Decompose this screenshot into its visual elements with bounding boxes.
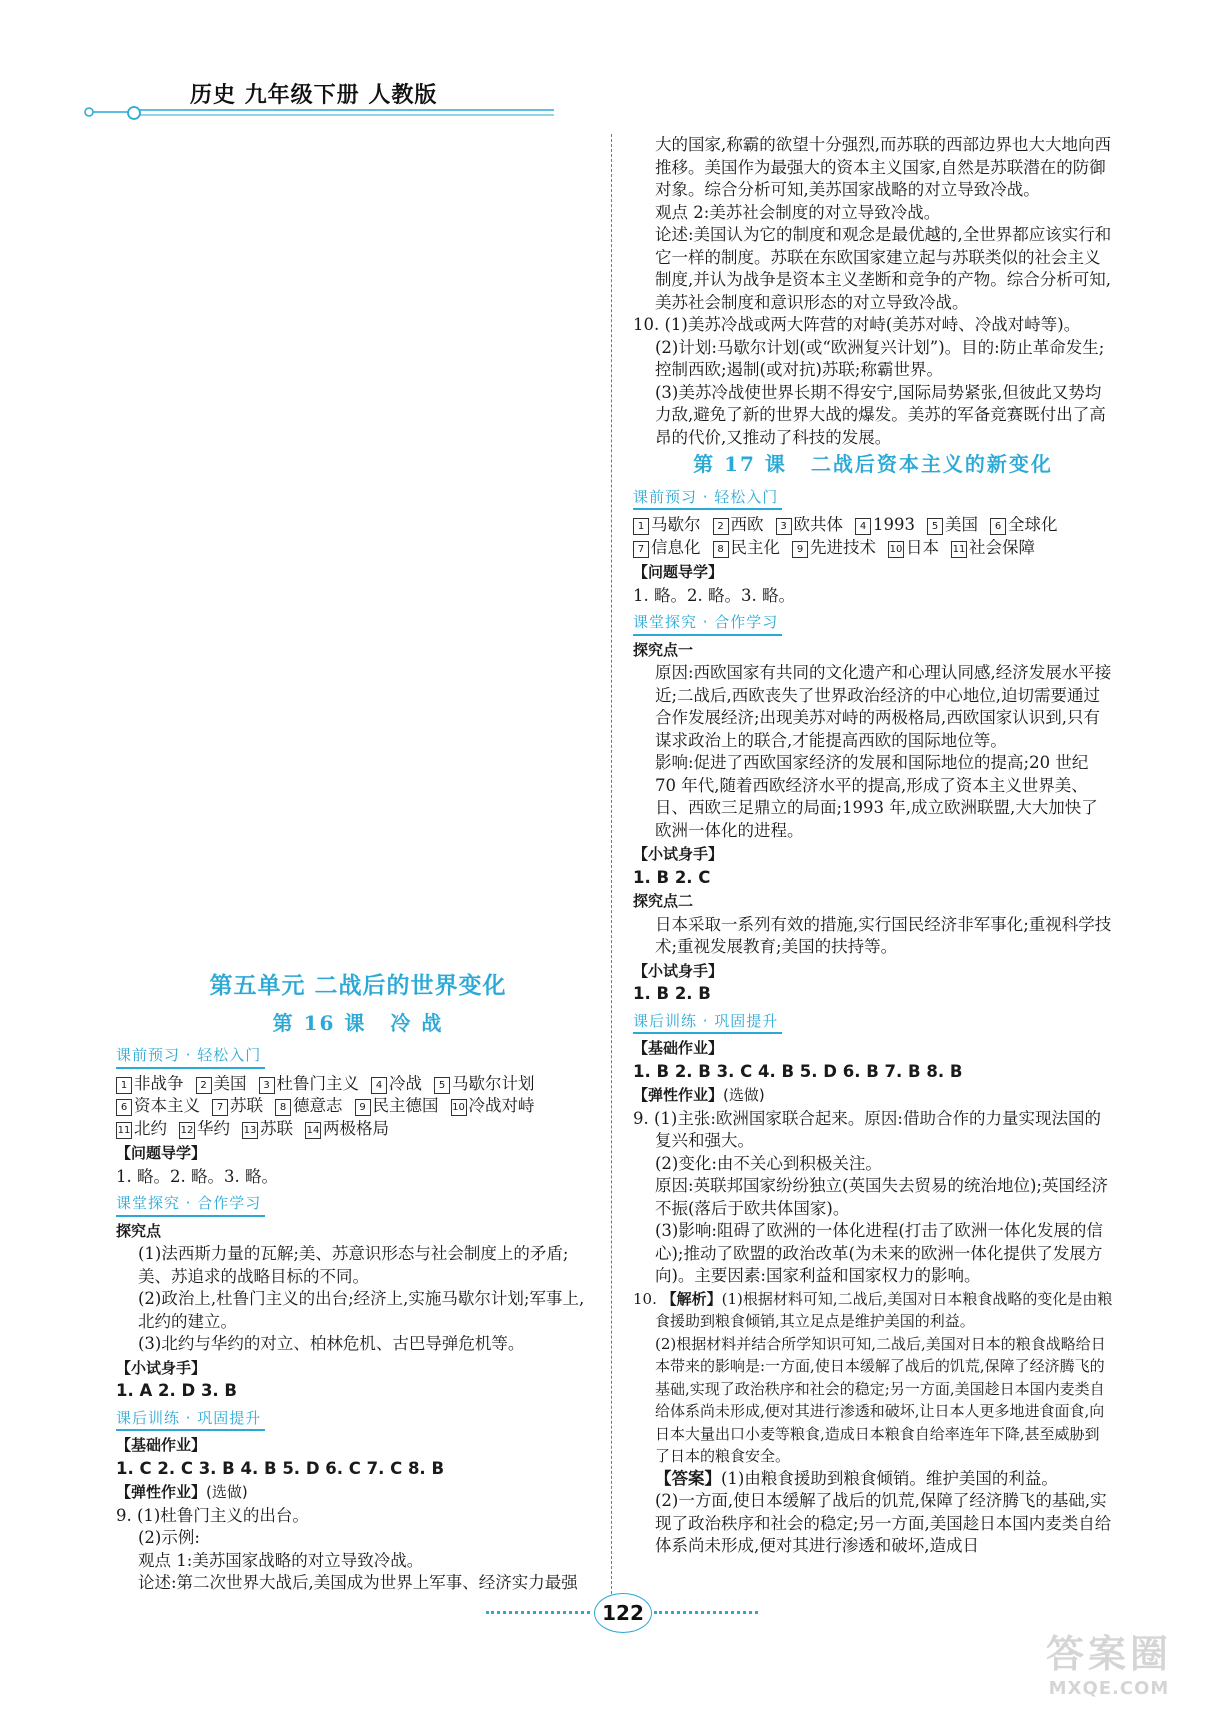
heading-tanxing	[116, 1481, 600, 1504]
term-number: 3	[259, 1077, 275, 1094]
term-text: 日本	[906, 537, 939, 557]
xiaoshi2-answer-text: 1. B 2. B	[633, 984, 711, 1003]
xiaoshi-answers	[116, 1380, 600, 1403]
term-text: 民主德国	[372, 1096, 439, 1115]
watermark-top: 答案圈	[1045, 1632, 1172, 1676]
page-number-dots-right	[654, 1611, 758, 1614]
term-text: 信息化	[651, 537, 701, 557]
term-number: 4	[371, 1077, 387, 1094]
jichu-answer-text: 1. B 2. B 3. C 4. B 5. D 6. B 7. B 8. B	[633, 1061, 963, 1081]
term-item	[371, 1073, 422, 1096]
term-text: 全球化	[1008, 515, 1058, 534]
unit-title: 第五单元 二战后的世界变化	[209, 973, 507, 999]
term-item	[434, 1073, 535, 1096]
lesson-17-title	[633, 453, 1113, 476]
section-preview: 课前预习 · 轻松入门	[633, 486, 782, 511]
tanjiu-answer-2: (2)政治上,杜鲁门主义的出台;经济上,实施马歇尔计划;军事上,北约的建立。	[138, 1289, 585, 1331]
heading-wenti: 【问题导学】	[116, 1144, 207, 1162]
term-item	[451, 1095, 535, 1118]
q9-part1: 9. (1)主张:欧洲国家联合起来。原因:借助合作的力量实现法国的复兴和强大。	[633, 1108, 1101, 1150]
term-item	[116, 1118, 167, 1141]
q9-reason: 原因:英联邦国家纷纷独立(英国失去贸易的统治地位);英国经济不振(落后于欧共体国家)。	[655, 1176, 1108, 1218]
tanjiu1-impact: 影响:促进了西欧国家经济的发展和国际地位的提高;20 世纪 70 年代,随着西欧经济水平的提高,形成了资本主义世界美、日、西欧三足鼎立的局面;1993 年,成立欧洲联盟,大大加快了欧洲一体化的进程。	[655, 753, 1098, 840]
wenti-answer: 1. 略。2. 略。3. 略。	[116, 1166, 278, 1186]
tanxing-tail: (选做)	[206, 1483, 248, 1501]
term-list	[633, 514, 1113, 559]
term-text: 马歇尔	[651, 515, 701, 534]
term-item	[355, 1095, 439, 1118]
term-text: 西欧	[730, 515, 764, 534]
section-after: 课后训练 · 巩固提升	[116, 1407, 265, 1432]
term-text: 苏联	[260, 1118, 293, 1138]
analysis-text-1: (1)根据材料可知,二战后,美国对日本粮食战略的变化是由粮食援助到粮食倾销,其立足点是维护美国的利益。	[655, 1289, 1113, 1330]
term-item	[305, 1118, 389, 1141]
heading-xiaoshi-1: 【小试身手】	[633, 845, 724, 863]
tanjiu2-answer: 日本采取一系列有效的措施,实行国民经济非军事化;重视科学技术;重视发展教育;美国的扶持等。	[655, 914, 1112, 956]
heading-tanxing	[633, 1084, 1113, 1107]
term-item	[888, 537, 939, 560]
term-number: 6	[116, 1099, 132, 1116]
term-text: 冷战对峙	[468, 1096, 535, 1115]
term-item	[179, 1118, 230, 1141]
watermark-logo	[1024, 1623, 1194, 1703]
term-number: 8	[713, 541, 729, 558]
term-item	[792, 537, 876, 560]
term-item	[242, 1118, 293, 1141]
section-preview: 课前预习 · 轻松入门	[116, 1044, 265, 1069]
q10-analysis-part2: (2)根据材料并结合所学知识可知,二战后,美国对日本的粮食战略给日本带来的影响是:一方面,使日本缓解了战后的饥荒,保障了经济腾飞的基础,实现了政治秩序和社会的稳定;另一方面,美国趁日本国内麦类自给体系尚未形成,便对其进行渗透和破坏,让日本人更多地进食面食,向日本大量出口小麦等粮食,造成日本粮食自给率连年下降,甚至威胁到了日本的粮食安全。	[655, 1334, 1106, 1465]
term-item	[927, 514, 978, 537]
page-number-dots-left	[486, 1611, 590, 1614]
q9-view1: 观点 1:美苏国家战略的对立导致冷战。	[138, 1550, 424, 1570]
right-column	[633, 134, 1113, 1558]
q10-analysis-part1: 10. 【解析】(1)根据材料可知,二战后,美国对日本粮食战略的变化是由粮食援助到粮食倾销,其立足点是维护美国的利益。	[633, 1289, 1113, 1330]
term-text: 资本主义	[134, 1096, 200, 1115]
jichu-answers	[633, 1061, 1113, 1084]
q9-part1: 9. (1)杜鲁门主义的出台。	[116, 1505, 309, 1525]
heading-jichu: 【基础作业】	[116, 1436, 207, 1454]
term-number: 11	[951, 541, 967, 558]
term-text: 社会保障	[969, 537, 1035, 557]
lesson-16-title	[116, 1012, 600, 1035]
tanxing-label: 【弹性作业】	[116, 1483, 207, 1501]
tanxing-label: 【弹性作业】	[633, 1086, 724, 1104]
term-item	[116, 1095, 200, 1118]
watermark-bottom: MXQE.COM	[1048, 1678, 1170, 1699]
term-item	[275, 1095, 343, 1118]
term-number: 9	[355, 1099, 371, 1116]
q10-answer-part2: (2)一方面,使日本缓解了战后的饥荒,保障了经济腾飞的基础,实现了政治秩序和社会的稳定;另一方面,美国趁日本国内麦类自给体系尚未形成,便对其进行渗透和破坏,造成日	[655, 1491, 1112, 1555]
heading-xiaoshi-2: 【小试身手】	[633, 961, 724, 980]
lesson-number: 第 16 课	[272, 1010, 367, 1035]
lesson-number: 第 17 课	[693, 452, 787, 476]
term-text: 非战争	[134, 1073, 184, 1093]
term-number: 14	[305, 1122, 321, 1139]
analysis-label: 【解析】	[661, 1289, 722, 1308]
answer-text-1: (1)由粮食援助到粮食倾销。维护美国的利益。	[721, 1468, 1058, 1488]
term-number: 4	[855, 518, 871, 535]
answer-label: 【答案】	[655, 1468, 721, 1488]
term-text: 美国	[945, 515, 978, 534]
term-item	[713, 537, 781, 560]
term-number: 2	[196, 1077, 212, 1094]
heading-jichu: 【基础作业】	[633, 1039, 724, 1057]
lesson-name: 二战后资本主义的新变化	[810, 452, 1053, 476]
xiaoshi1-answers	[633, 867, 1113, 890]
term-list	[116, 1073, 600, 1141]
jichu-answer-text: 1. C 2. C 3. B 4. B 5. D 6. C 7. C 8. B	[116, 1458, 445, 1478]
q9-part2: (2)变化:由不关心到积极关注。	[655, 1153, 882, 1173]
term-text: 苏联	[230, 1096, 263, 1115]
term-text: 1993	[873, 515, 915, 534]
term-number: 11	[116, 1122, 132, 1139]
q9-argument2: 论述:美国认为它的制度和观念是最优越的,全世界都应该实行和它一样的制度。苏联在东欧国家建立起与苏联类似的社会主义制度,并认为战争是资本主义垄断和竞争的产物。综合分析可知,美苏社会制度和意识形态的对立导致冷战。	[655, 225, 1112, 312]
term-item	[116, 1073, 184, 1096]
tanjiu-answer-3: (3)北约与华约的对立、柏林危机、古巴导弹危机等。	[138, 1334, 525, 1353]
q9-argument1-cont: 大的国家,称霸的欲望十分强烈,而苏联的西部边界也大大地向西推移。美国作为最强大的资本主义国家,自然是苏联潜在的防御对象。综合分析可知,美苏国家战略的对立导致冷战。	[655, 135, 1111, 199]
tanjiu1-reason: 原因:西欧国家有共同的文化遗产和心理认同感,经济发展水平接近;二战后,西欧丧失了世界政治经济的中心地位,迫切需要通过合作发展经济;出现美苏对峙的两极格局,西欧国家认识到,只有谋求政治上的联合,才能提高西欧的国际地位等。	[655, 663, 1112, 750]
term-item	[196, 1073, 247, 1096]
term-number: 1	[116, 1077, 132, 1094]
term-text: 北约	[134, 1118, 167, 1138]
column-divider	[611, 134, 612, 1594]
q10-answer-part1	[633, 1468, 1113, 1491]
heading-xiaoshi: 【小试身手】	[116, 1358, 207, 1377]
tanxing-tail: (选做)	[723, 1086, 765, 1104]
section-class: 课堂探究 · 合作学习	[116, 1192, 265, 1217]
q9-part3: (3)影响:阻碍了欧洲的一体化进程(打击了欧洲一体化发展的信心);推动了欧盟的政治改革(为未来的欧洲一体化提供了发展方向)。主要因素:国家利益和国家权力的影响。	[655, 1221, 1103, 1285]
heading-wenti: 【问题导学】	[633, 563, 724, 581]
term-number: 8	[275, 1099, 291, 1116]
term-text: 民主化	[730, 537, 780, 557]
term-text: 德意志	[293, 1096, 343, 1115]
term-number: 12	[179, 1122, 195, 1139]
term-item	[951, 537, 1035, 560]
term-text: 华约	[197, 1118, 230, 1138]
q9-part2: (2)示例:	[138, 1528, 200, 1547]
tanjiu-answer-1: (1)法西斯力量的瓦解;美、苏意识形态与社会制度上的矛盾;美、苏追求的战略目标的不同。	[138, 1244, 569, 1286]
term-text: 杜鲁门主义	[276, 1073, 359, 1093]
section-after: 课后训练 · 巩固提升	[633, 1010, 782, 1035]
xiaoshi2-answers	[633, 983, 1113, 1006]
term-item	[990, 514, 1058, 537]
running-header: 历史 九年级下册 人教版	[190, 83, 438, 108]
term-number: 7	[212, 1099, 228, 1116]
q10-part3: (3)美苏冷战使世界长期不得安宁,国际局势紧张,但彼此又势均力敌,避免了新的世界大战的爆发。美苏的军备竞赛既付出了高昂的代价,又推动了科技的发展。	[655, 382, 1106, 447]
term-item	[259, 1073, 360, 1096]
term-number: 5	[927, 518, 943, 535]
heading-tanjiu: 探究点	[116, 1221, 162, 1240]
term-text: 美国	[213, 1073, 247, 1093]
term-text: 冷战	[389, 1073, 422, 1093]
term-item	[633, 514, 701, 537]
term-number: 10	[888, 541, 904, 558]
lesson-name: 冷 战	[390, 1010, 444, 1035]
term-number: 7	[633, 541, 649, 558]
section-class: 课堂探究 · 合作学习	[633, 611, 782, 636]
wenti-answer: 1. 略。2. 略。3. 略。	[633, 585, 795, 605]
term-number: 3	[776, 518, 792, 535]
xiaoshi1-answer-text: 1. B 2. C	[633, 867, 711, 887]
header-decoration-line	[84, 104, 554, 120]
xiaoshi-answer-text: 1. A 2. D 3. B	[116, 1381, 238, 1400]
left-column	[116, 975, 600, 1595]
term-item	[776, 514, 844, 537]
term-text: 欧共体	[793, 515, 843, 534]
q10-part1: 10. (1)美苏冷战或两大阵营的对峙(美苏对峙、冷战对峙等)。	[633, 315, 1081, 334]
q10-part2: (2)计划:马歇尔计划(或“欧洲复兴计划”)。目的:防止革命发生;控制西欧;遏制(或对抗)苏联;称霸世界。	[655, 337, 1105, 379]
term-number: 1	[633, 518, 649, 535]
term-item	[855, 514, 915, 537]
term-number: 9	[792, 541, 808, 558]
heading-tanjiu-1: 探究点一	[633, 640, 694, 659]
heading-tanjiu-2: 探究点二	[633, 892, 694, 910]
term-number: 10	[451, 1099, 467, 1116]
term-number: 13	[242, 1122, 258, 1139]
term-text: 两极格局	[323, 1118, 389, 1138]
q9-view2: 观点 2:美苏社会制度的对立导致冷战。	[655, 202, 941, 222]
term-item	[633, 537, 701, 560]
term-text: 马歇尔计划	[452, 1073, 535, 1093]
page-number: 122	[594, 1593, 652, 1633]
term-text: 先进技术	[810, 537, 876, 557]
term-number: 6	[990, 518, 1006, 535]
term-number: 2	[713, 518, 729, 535]
jichu-answers	[116, 1458, 600, 1481]
term-item	[713, 514, 764, 537]
q9-argument1-start: 论述:第二次世界大战后,美国成为世界上军事、经济实力最强	[138, 1573, 578, 1592]
term-item	[212, 1095, 263, 1118]
term-number: 5	[434, 1077, 450, 1094]
